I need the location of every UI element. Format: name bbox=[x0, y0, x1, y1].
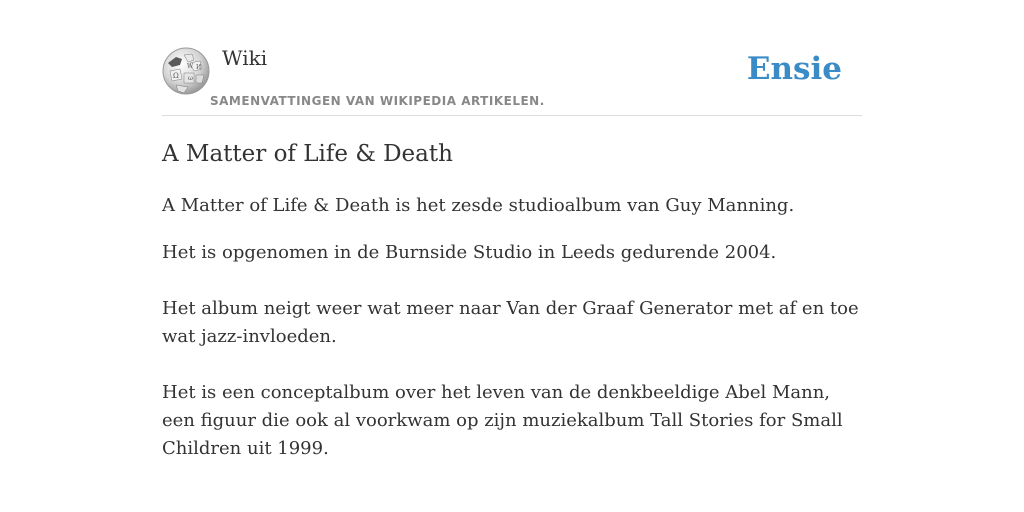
article-paragraph: Het is opgenomen in de Burnside Studio in Leeds gedurende 2004. bbox=[162, 242, 777, 263]
article-paragraph: Het album neigt weer wat meer naar Van der Graaf Generator met af en toe wat jazz-invloeden. bbox=[162, 298, 859, 347]
article-title: A Matter of Life & Death bbox=[162, 141, 453, 167]
svg-text:ω: ω bbox=[188, 75, 193, 82]
svg-text:И: И bbox=[196, 64, 202, 71]
article-paragraph: Het is een conceptalbum over het leven van de denkbeeldige Abel Mann, een figuur die ook al voorkwam op zijn muziekalbum Tall Stories for Small Children uit 1999. bbox=[162, 382, 843, 459]
article-content bbox=[162, 192, 862, 491]
ensie-brand-link[interactable]: Ensie bbox=[746, 51, 842, 87]
site-tagline: SAMENVATTINGEN VAN WIKIPEDIA ARTIKELEN. bbox=[210, 94, 545, 108]
wikipedia-globe-icon[interactable] bbox=[162, 47, 210, 95]
site-header bbox=[162, 0, 862, 116]
svg-text:Ω: Ω bbox=[173, 72, 179, 80]
page bbox=[162, 0, 862, 512]
article-lead: A Matter of Life & Death is het zesde studioalbum van Guy Manning. bbox=[162, 195, 795, 216]
svg-text:W: W bbox=[187, 63, 194, 70]
site-name-link[interactable]: Wiki bbox=[222, 46, 268, 70]
